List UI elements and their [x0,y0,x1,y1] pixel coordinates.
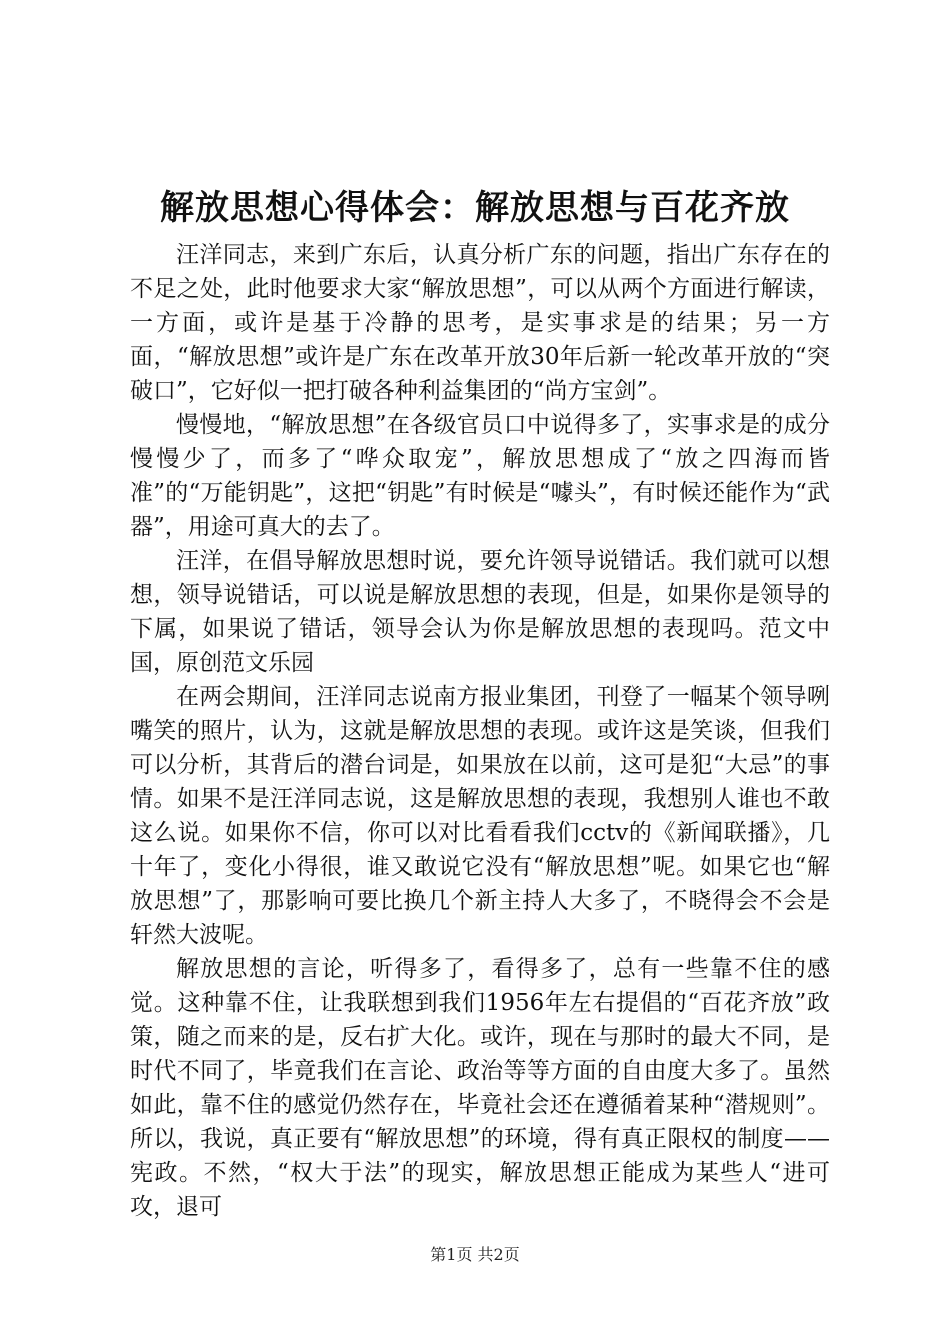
paragraph-3: 汪洋，在倡导解放思想时说，要允许领导说错话。我们就可以想想，领导说错话，可以说是解放思想的表现，但是，如果你是领导的下属，如果说了错话，领导会认为你是解放思想的表现吗。范文中国，原创范文乐园 [130,548,830,676]
paragraph-4: 在两会期间，汪洋同志说南方报业集团，刊登了一幅某个领导咧嘴笑的照片，认为，这就是解放思想的表现。或许这是笑谈，但我们可以分析，其背后的潜台词是，如果放在以前，这可是犯“大忌”的事情。如果不是汪洋同志说，这是解放思想的表现，我想别人谁也不敢这么说。如果你不信，你可以对比看看我们cctv的《新闻联播》，几十年了，变化小得很，谁又敢说它没有“解放思想”呢。如果它也“解放思想”了，那影响可要比换几个新主持人大多了，不晓得会不会是轩然大波呢。 [130,684,830,948]
document-body [130,238,830,1224]
page-number-footer: 第1页 共2页 [430,1245,520,1264]
document-title: 解放思想心得体会：解放思想与百花齐放 [160,188,790,228]
paragraph-2: 慢慢地，“解放思想”在各级官员口中说得多了，实事求是的成分慢慢少了，而多了“哗众取宠”，解放思想成了“放之四海而皆准”的“万能钥匙”，这把“钥匙”有时候是“噱头”，有时候还能作为“武器”，用途可真大的去了。 [130,412,830,540]
paragraph-1: 汪洋同志，来到广东后，认真分析广东的问题，指出广东存在的不足之处，此时他要求大家“解放思想”，可以从两个方面进行解读，一方面，或许是基于冷静的思考，是实事求是的结果；另一方面，“解放思想”或许是广东在改革开放30年后新一轮改革开放的“突破口”，它好似一把打破各种利益集团的“尚方宝剑”。 [130,242,830,404]
paragraph-5: 解放思想的言论，听得多了，看得多了，总有一些靠不住的感觉。这种靠不住，让我联想到我们1956年左右提倡的“百花齐放”政策，随之而来的是，反右扩大化。或许，现在与那时的最大不同，是时代不同了，毕竟我们在言论、政治等等方面的自由度大多了。虽然如此，靠不住的感觉仍然存在，毕竟社会还在遵循着某种“潜规则”。所以，我说，真正要有“解放思想”的环境，得有真正限权的制度——宪政。不然，“权大于法”的现实，解放思想正能成为某些人“进可攻，退可 [130,956,830,1220]
